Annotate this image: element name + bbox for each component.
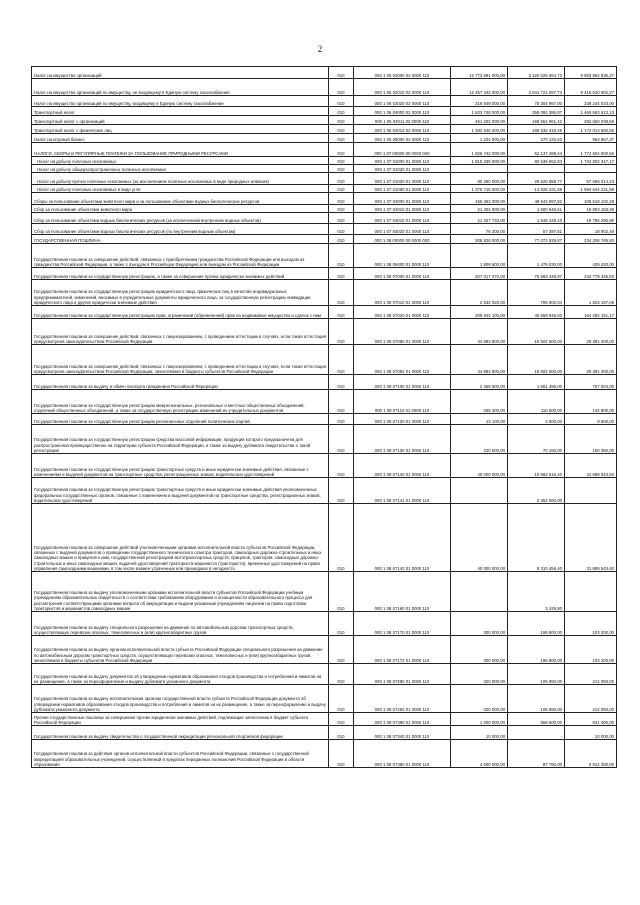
row-name-cell: Государственная пошлина за государственную регистрацию юридического лица, физических лиц в качестве индивидуальных предпринимателей, изменений, вносимых в учредительные документы юридического лица, за государственную регистрацию ликвидации юридического лица и другие юридически значимые действия (32, 280, 329, 306)
table-row (32, 116, 617, 125)
row-remaining-cell: 1 734 802 347,17 (565, 157, 617, 165)
row-approved-cell: 4 000 000,00 (451, 740, 508, 768)
table-row (32, 193, 617, 205)
table-row (32, 96, 617, 107)
row-line-code-cell: 010 (329, 185, 354, 193)
table-row (32, 235, 617, 244)
row-name-cell: Налог на добычу прочих полезных ископаемых (за исключением полезных ископаемых в виде природных алмазов) (32, 173, 329, 185)
row-line-code-cell: 010 (329, 165, 354, 173)
row-remaining-cell: 214 050,00 (565, 664, 617, 685)
row-line-code-cell: 010 (329, 726, 354, 740)
row-line-code-cell: 010 (329, 713, 354, 726)
row-approved-cell: 1 200 000,00 (451, 713, 508, 726)
row-name-cell: Сборы за пользование объектами животного мира и за пользование объектами водных биологических ресурсов (32, 193, 329, 205)
row-budget-code-cell: 000 1 08 06000 01 0000 110 (354, 244, 451, 268)
row-remaining-cell: 429 420,00 (565, 244, 617, 268)
row-name-cell: Государственная пошлина за выдачу уполномоченными органами исполнительной власти субъектов Российской Федерации учебным учреждениям образовательных свидетельств о соответствии требованиям оборудования и оснащенности образовательного процесса для рассмотрения соответствующими органами вопроса об аккредитации и выдачи указанным учреждениям лицензии на право подготовки трактористов и машинистов самоходных машин (32, 572, 329, 612)
row-budget-code-cell: 000 1 07 01060 01 0000 110 (354, 185, 451, 193)
row-executed-cell: 2 352 060,00 (508, 478, 565, 504)
row-name-cell: Налог на игорный бизнес (32, 134, 329, 143)
row-executed-cell: 1 600 946,61 (508, 205, 565, 213)
table-row (32, 173, 617, 185)
row-line-code-cell: 010 (329, 125, 354, 134)
row-line-code-cell: 010 (329, 375, 354, 390)
row-line-code-cell: 010 (329, 116, 354, 125)
row-budget-code-cell: 000 1 08 07110 01 0000 110 (354, 390, 451, 414)
table-row (32, 572, 617, 612)
table-row (32, 414, 617, 425)
row-budget-code-cell: 000 1 06 02000 02 0000 110 (354, 67, 451, 79)
row-name-cell: Налог на добычу полезных ископаемых (32, 157, 329, 165)
row-budget-code-cell: 000 1 08 00000 00 0000 000 (354, 235, 451, 244)
row-name-cell: Транспортный налог с организаций (32, 116, 329, 125)
table-row (32, 185, 617, 193)
page-number: 2 (317, 44, 323, 54)
row-name-cell: Государственная пошлина за выдачу и обмен паспорта гражданина Российской Федерации (32, 375, 329, 390)
row-approved-cell: 316 549 000,00 (451, 96, 508, 107)
row-budget-code-cell: 000 1 08 07082 01 0000 110 (354, 345, 451, 375)
row-line-code-cell: 010 (329, 425, 354, 454)
row-remaining-cell: 282 650 038,58 (565, 116, 617, 125)
row-remaining-cell: 234 208 765,83 (565, 235, 617, 244)
row-remaining-cell: 9 653 864 935,27 (565, 67, 617, 79)
row-budget-code-cell: 000 1 08 07010 01 0000 110 (354, 280, 451, 306)
table-row (32, 165, 617, 173)
row-line-code-cell: 010 (329, 67, 354, 79)
table-row (32, 636, 617, 664)
row-remaining-cell: 29 381 300,00 (565, 319, 617, 345)
row-budget-code-cell: 000 1 08 07140 01 0000 110 (354, 454, 451, 478)
row-name-cell: Государственная пошлина за государственную регистрацию прав, ограничений (обременений) прав на недвижимое имущество и сделок с ним (32, 306, 329, 319)
row-executed-cell: 3 041 721 097,73 (508, 79, 565, 96)
row-remaining-cell (565, 165, 617, 173)
row-executed-cell: 77 072 529,87 (508, 235, 565, 244)
row-line-code-cell: 010 (329, 345, 354, 375)
row-executed-cell: 168 551 961,42 (508, 116, 565, 125)
row-remaining-cell (565, 572, 617, 612)
row-budget-code-cell: 000 1 08 07170 01 0000 110 (354, 612, 451, 636)
table-row (32, 67, 617, 79)
row-remaining-cell: 1 774 604 500,56 (565, 143, 617, 157)
table-row (32, 268, 617, 280)
row-name-cell: Государственная пошлина за совершение действий, связанных с лицензированием, с проведением аттестации в случаях, если такая аттестация предусмотрена законодательством Российской Федерации, зачисляемая в бюджеты субъектов Российской Федерации (32, 345, 329, 375)
row-approved-cell: 320 000,00 (451, 664, 508, 685)
row-approved-cell: 300 000,00 (451, 636, 508, 664)
row-line-code-cell: 010 (329, 224, 354, 235)
table-row (32, 345, 617, 375)
row-remaining-cell: 1 823 197,06 (565, 280, 617, 306)
row-name-cell: Государственная пошлина за выдачу документов об утверждении нормативов образования отходов производства и потребления и лимитов на их размещение, а также за переоформление и выдачу дубликата указанного документа (32, 664, 329, 685)
table-row (32, 134, 617, 143)
row-line-code-cell: 010 (329, 478, 354, 504)
row-budget-code-cell: 000 1 08 07020 01 0000 110 (354, 306, 451, 319)
row-budget-code-cell: 000 1 07 04030 01 0000 110 (354, 224, 451, 235)
row-approved-cell: 13 100,00 (451, 414, 508, 425)
row-remaining-cell (565, 478, 617, 504)
row-approved-cell: 2 532 020,00 (451, 280, 508, 306)
row-budget-code-cell: 000 1 08 07080 01 0000 110 (354, 319, 451, 345)
row-line-code-cell: 010 (329, 612, 354, 636)
row-executed-cell: 706 802,04 (508, 280, 565, 306)
row-name-cell: Сбор за пользование объектами животного мира (32, 205, 329, 213)
row-remaining-cell: 150 350,00 (565, 425, 617, 454)
row-name-cell: Государственная пошлина за государственную регистрацию средства массовой информации, продукция которого предназначена для распространения преимущественно на территории субъекта Российской Федерации, а также за выдачу дубликата свидетельства о такой регистрации (32, 425, 329, 454)
row-approved-cell: 44 883 800,00 (451, 345, 508, 375)
row-remaining-cell: 29 381 300,00 (565, 345, 617, 375)
row-line-code-cell: 010 (329, 319, 354, 345)
row-executed-cell: 3 426,80 (508, 572, 565, 612)
row-approved-cell: 307 017 370,00 (451, 268, 508, 280)
row-line-code-cell: 010 (329, 244, 354, 268)
row-approved-cell: 1 375 716 000,00 (451, 185, 508, 193)
row-executed-cell: 270 132,63 (508, 134, 565, 143)
row-executed-cell: 1 479 030,00 (508, 244, 565, 268)
row-line-code-cell: 010 (329, 107, 354, 116)
row-name-cell: Налог на добычу полезных ископаемых в виде угля (32, 185, 329, 193)
row-executed-cell: 3 500,00 (508, 414, 565, 425)
row-approved-cell: 220 500,00 (451, 425, 508, 454)
row-executed-cell: 29 620 985,77 (508, 173, 565, 185)
row-executed-cell: 568 600,00 (508, 713, 565, 726)
row-remaining-cell: 707 004,00 (565, 375, 617, 390)
row-remaining-cell: 105 519 102,28 (565, 193, 617, 205)
row-name-cell: Государственная пошлина за государственную регистрацию транспортных средств и иные юридически значимые действия уполномоченных федеральных государственных органов, связанные с изменением и выдачей документов на транспортные средства, регистрационных знаков, водительских удостоверений (32, 478, 329, 504)
row-remaining-cell: 31 689 543,60 (565, 504, 617, 572)
row-name-cell: Налог на добычу общераспространенных полезных ископаемых (32, 165, 329, 173)
row-line-code-cell: 010 (329, 205, 354, 213)
row-line-code-cell: 010 (329, 414, 354, 425)
row-approved-cell: 1 234 000,00 (451, 134, 508, 143)
row-executed-cell: 105 950,00 (508, 664, 565, 685)
row-executed-cell: -14 928 231,58 (508, 185, 565, 193)
row-approved-cell (451, 478, 508, 504)
row-line-code-cell: 010 (329, 193, 354, 205)
table-row (32, 79, 617, 96)
row-approved-cell: 76 300,00 (451, 224, 508, 235)
row-line-code-cell: 010 (329, 79, 354, 96)
row-executed-cell: 80 536 652,83 (508, 157, 565, 165)
row-executed-cell: 8 310 456,40 (508, 504, 565, 572)
row-line-code-cell: 010 (329, 134, 354, 143)
row-remaining-cell: 19 803 153,39 (565, 205, 617, 213)
row-budget-code-cell: 000 1 06 05000 02 0000 110 (354, 134, 451, 143)
row-name-cell: Налог на имущество организаций (32, 67, 329, 79)
row-name-cell: Налог на имущество организаций по имуществу, не входящему в Единую систему газоснабжения (32, 79, 329, 96)
row-approved-cell: 21 327 733,00 (451, 213, 508, 224)
row-budget-code-cell: 000 1 08 07130 01 0000 110 (354, 425, 451, 454)
table-row (32, 390, 617, 414)
table-row (32, 375, 617, 390)
row-budget-code-cell: 000 1 08 07160 01 0000 110 (354, 572, 451, 612)
row-remaining-cell: 214 050,00 (565, 685, 617, 713)
row-budget-code-cell: 000 1 08 07380 01 0000 110 (354, 740, 451, 768)
row-budget-code-cell: 000 1 06 04012 02 0000 110 (354, 125, 451, 134)
row-name-cell: Транспортный налог (32, 107, 329, 116)
row-line-code-cell: 010 (329, 390, 354, 414)
row-line-code-cell: 010 (329, 454, 354, 478)
row-name-cell: ГОСУДАРСТВЕННАЯ ПОШЛИНА (32, 235, 329, 244)
row-approved-cell: 12 457 342 000,00 (451, 79, 508, 96)
row-budget-code-cell: 000 1 08 07100 01 0000 110 (354, 375, 451, 390)
table-row (32, 478, 617, 504)
row-budget-code-cell: 000 1 07 01000 01 0000 110 (354, 157, 451, 165)
row-approved-cell: 80 290 000,00 (451, 173, 508, 185)
row-line-code-cell: 010 (329, 306, 354, 319)
row-approved-cell: 155 363 000,00 (451, 193, 508, 205)
table-row (32, 224, 617, 235)
row-approved-cell: 451 202 000,00 (451, 116, 508, 125)
row-approved-cell: 1 823 748 000,00 (451, 107, 508, 116)
row-name-cell: Государственная пошлина за действия органов исполнительной власти субъектов Российской Федерации, связанные с государственной аккредитацией образовательных учреждений, осуществляемой в пределах переданных полномочий Российской Федерации в области образования (32, 740, 329, 768)
table-row (32, 107, 617, 116)
row-approved-cell: 12 773 891 000,00 (451, 67, 508, 79)
row-approved-cell: 209 944 100,00 (451, 306, 508, 319)
table-row (32, 319, 617, 345)
row-name-cell: Государственная пошлина за государственную регистрацию межрегиональных, региональных и местных общественных объединений, отделений общественных объединений, а также за государственную регистрацию изменений их учредительных документов (32, 390, 329, 414)
row-budget-code-cell: 000 1 07 01020 01 0000 110 (354, 165, 451, 173)
row-executed-cell: 10 662 516,40 (508, 454, 565, 478)
row-approved-cell: 44 883 800,00 (451, 319, 508, 345)
table-row (32, 213, 617, 224)
row-executed-cell: 3 120 026 064,73 (508, 67, 565, 79)
row-budget-code-cell: 000 1 07 00000 00 0000 000 (354, 143, 451, 157)
row-name-cell: Государственная пошлина за государственную регистрацию транспортных средств и иные юридически значимые действия, связанные с изменениями и выдачей документов на транспортные средства, регистрационных знаков, водительских удостоверений (32, 454, 329, 478)
row-remaining-cell: 1 173 013 580,55 (565, 125, 617, 134)
row-name-cell: Государственная пошлина за выдачу специального разрешения на движение по автомобильным дорогам транспортных средств, осуществляющих перевозки опасных, тяжеловесных и (или) крупногабаритных грузов (32, 612, 329, 636)
row-approved-cell: 1 909 600,00 (451, 244, 508, 268)
row-budget-code-cell: 000 1 06 04011 02 0000 110 (354, 116, 451, 125)
row-budget-code-cell: 000 1 08 07390 01 0000 110 (354, 713, 451, 726)
table-row (32, 664, 617, 685)
row-budget-code-cell: 000 1 07 04010 01 0000 110 (354, 205, 451, 213)
row-approved-cell (451, 572, 508, 612)
row-line-code-cell: 010 (329, 143, 354, 157)
row-executed-cell: 48 643 897,82 (508, 193, 565, 205)
row-executed-cell: 78 304 967,00 (508, 96, 565, 107)
row-name-cell: Государственная пошлина за совершение действий уполномоченными органами исполнительной власти субъектов Российской Федерации, связанных с выдачей документов о проведении государственного технического осмотра тракторов, самоходных дорожно-строительных и иных самоходных машин и прицепов к ним, государственной регистрацией мототранспортных средств, прицепов, тракторов, самоходных дорожно-строительных и иных самоходных машин, выдачей удостоверений тракториста-машиниста (тракториста), временных удостоверений на право управления самоходными машинами, в том числе взамен утраченных или пришедших в негодность (32, 504, 329, 572)
table-row (32, 306, 617, 319)
row-executed-cell (508, 165, 565, 173)
row-executed-cell: 358 084 386,87 (508, 107, 565, 116)
row-line-code-cell: 010 (329, 280, 354, 306)
row-remaining-cell: 10 000,00 (565, 726, 617, 740)
row-executed-cell: 70 150,00 (508, 425, 565, 454)
row-approved-cell (451, 165, 508, 173)
row-remaining-cell: 3 912 250,00 (565, 740, 617, 768)
row-executed-cell: 15 502 500,00 (508, 319, 565, 345)
row-executed-cell: 196 800,00 (508, 612, 565, 636)
row-name-cell: Транспортный налог с физических лиц (32, 125, 329, 134)
row-remaining-cell: 164 284 151,17 (565, 306, 617, 319)
table-row (32, 454, 617, 478)
row-executed-cell: 196 800,00 (508, 636, 565, 664)
row-executed-cell: 57 397,51 (508, 224, 565, 235)
row-approved-cell: 1 382 546 000,00 (451, 125, 508, 134)
table-row (32, 504, 617, 572)
row-remaining-cell: 103 200,00 (565, 636, 617, 664)
row-line-code-cell: 010 (329, 213, 354, 224)
row-line-code-cell: 010 (329, 235, 354, 244)
row-executed-cell: 189 532 419,45 (508, 125, 565, 134)
row-budget-code-cell: 000 1 07 01020 01 0000 110 (354, 173, 451, 185)
row-approved-cell: 1 826 742 000,00 (451, 143, 508, 157)
row-name-cell: Сбор за пользование объектами водных биологических ресурсов (по внутренним водным объектам) (32, 224, 329, 235)
table-row (32, 685, 617, 713)
table-row (32, 125, 617, 134)
row-name-cell: НАЛОГИ, СБОРЫ И РЕГУЛЯРНЫЕ ПЛАТЕЖИ ЗА ПОЛЬЗОВАНИЕ ПРИРОДНЫМИ РЕСУРСАМИ (32, 143, 329, 157)
table-row (32, 157, 617, 165)
row-executed-cell: 1 661 496,00 (508, 375, 565, 390)
row-budget-code-cell: 000 1 06 02020 02 0000 110 (354, 96, 451, 107)
row-budget-code-cell: 000 1 08 07142 01 0000 110 (354, 504, 451, 572)
row-approved-cell: 300 000,00 (451, 612, 508, 636)
row-line-code-cell: 010 (329, 685, 354, 713)
row-name-cell: Государственная пошлина за выдачу органом исполнительной власти субъекта Российской Федерации специального разрешения на движение по автомобильным дорогам транспортных средств, осуществляющих перевозки опасных, тяжеловесных и (или) крупногабаритных грузов, зачисляемая в бюджеты субъектов Российской Федерации (32, 636, 329, 664)
row-name-cell: Сбор за пользование объектами водных биологических ресурсов (за исключением внутренних водных объектов) (32, 213, 329, 224)
row-name-cell: Государственная пошлина за выдачу исполнительным органом государственной власти субъекта Российской Федерации документа об утверждении нормативов образования отходов производства и потребления и лимитов на их размещение, а также за переоформление и выдачу дубликата указанного документа (32, 685, 329, 713)
row-executed-cell: 87 750,00 (508, 740, 565, 768)
row-remaining-cell: 631 400,00 (565, 713, 617, 726)
table-row (32, 713, 617, 726)
row-budget-code-cell: 000 1 08 07280 01 0000 110 (354, 664, 451, 685)
row-approved-cell: 265 300,00 (451, 390, 508, 414)
row-remaining-cell: 233 779 345,83 (565, 268, 617, 280)
row-approved-cell: 2 368 500,00 (451, 375, 508, 390)
table-row (32, 143, 617, 157)
row-remaining-cell: 9 415 620 902,27 (565, 79, 617, 96)
row-budget-code-cell: 000 1 06 02010 02 0000 110 (354, 79, 451, 96)
row-name-cell: Государственная пошлина за выдачу свидетельства о государственной аккредитации региональной спортивной федерации (32, 726, 329, 740)
row-line-code-cell: 010 (329, 504, 354, 572)
revenue-report-table (31, 66, 617, 768)
row-line-code-cell: 010 (329, 740, 354, 768)
row-name-cell: Государственная пошлина за государственную регистрацию региональных отделений политических партий (32, 414, 329, 425)
row-budget-code-cell: 000 1 07 04010 01 0000 110 (354, 213, 451, 224)
row-remaining-cell: 57 669 014,23 (565, 173, 617, 185)
row-remaining-cell: 19 784 290,90 (565, 213, 617, 224)
row-approved-cell: 21 404 000,00 (451, 205, 508, 213)
row-line-code-cell: 010 (329, 636, 354, 664)
row-budget-code-cell: 000 1 08 07282 01 0000 110 (354, 685, 451, 713)
row-remaining-cell: 1 465 663 613,13 (565, 107, 617, 116)
row-name-cell: Государственная пошлина за государственную регистрацию, а также за совершение прочих юридически значимых действий (32, 268, 329, 280)
row-remaining-cell: 963 867,37 (565, 134, 617, 143)
row-line-code-cell: 010 (329, 157, 354, 165)
row-executed-cell: 1 545 449,10 (508, 213, 565, 224)
row-executed-cell: 45 659 946,83 (508, 306, 565, 319)
row-budget-code-cell: 000 1 06 04000 02 0000 110 (354, 107, 451, 116)
row-line-code-cell: 010 (329, 572, 354, 612)
row-line-code-cell: 010 (329, 96, 354, 107)
row-approved-cell: 320 000,00 (451, 685, 508, 713)
table-row (32, 205, 617, 213)
row-name-cell: Государственная пошлина за совершение действий, связанных с приобретением гражданства Российской Федерации или выходом из гражданства Российской Федерации, а также с въездом в Российскую Федерацию или выездом из Российской Федерации (32, 244, 329, 268)
row-executed-cell: 75 593 446,97 (508, 268, 565, 280)
row-executed-cell: 52 137 499,44 (508, 143, 565, 157)
row-budget-code-cell: 000 1 08 07340 01 0000 110 (354, 726, 451, 740)
row-line-code-cell: 010 (329, 173, 354, 185)
row-budget-code-cell: 000 1 08 07141 01 0000 110 (354, 478, 451, 504)
row-approved-cell: 40 000 000,00 (451, 504, 508, 572)
row-budget-code-cell: 000 1 07 04000 01 0000 110 (354, 193, 451, 205)
row-line-code-cell: 010 (329, 268, 354, 280)
row-budget-code-cell: 000 1 08 07000 01 0000 110 (354, 268, 451, 280)
row-budget-code-cell: 000 1 08 07172 01 0000 110 (354, 636, 451, 664)
row-remaining-cell: 9 600,00 (565, 414, 617, 425)
row-remaining-cell: 103 200,00 (565, 612, 617, 636)
row-approved-cell: 40 000 000,00 (451, 454, 508, 478)
row-executed-cell: - (508, 726, 565, 740)
row-budget-code-cell: 000 1 08 07120 01 0000 110 (354, 414, 451, 425)
row-executed-cell: 105 950,00 (508, 685, 565, 713)
table-row (32, 425, 617, 454)
row-remaining-cell: 238 244 033,00 (565, 96, 617, 107)
table-row (32, 280, 617, 306)
row-remaining-cell: 18 902,49 (565, 224, 617, 235)
row-name-cell: Прочие государственные пошлины за совершение прочих юридически значимых действий, подлежащие зачислению в бюджет субъекта Российской Федерации (32, 713, 329, 726)
row-approved-cell: 1 815 339 000,00 (451, 157, 508, 165)
row-name-cell: Налог на имущество организаций по имуществу, входящему в Единую систему газоснабжения (32, 96, 329, 107)
row-name-cell: Государственная пошлина за совершение действий, связанных с лицензированием, с проведением аттестации в случаях, если такая аттестация предусмотрена законодательством Российской Федерации (32, 319, 329, 345)
row-approved-cell: 10 000,00 (451, 726, 508, 740)
table-row (32, 740, 617, 768)
row-line-code-cell: 010 (329, 664, 354, 685)
row-executed-cell: 15 502 500,00 (508, 345, 565, 375)
table-row (32, 244, 617, 268)
row-approved-cell: 308 826 000,00 (451, 235, 508, 244)
row-executed-cell: 110 500,00 (508, 390, 565, 414)
row-remaining-cell: 144 800,00 (565, 390, 617, 414)
table-row (32, 612, 617, 636)
row-remaining-cell: 1 594 644 231,58 (565, 185, 617, 193)
table-row (32, 726, 617, 740)
row-remaining-cell: 31 689 543,60 (565, 454, 617, 478)
